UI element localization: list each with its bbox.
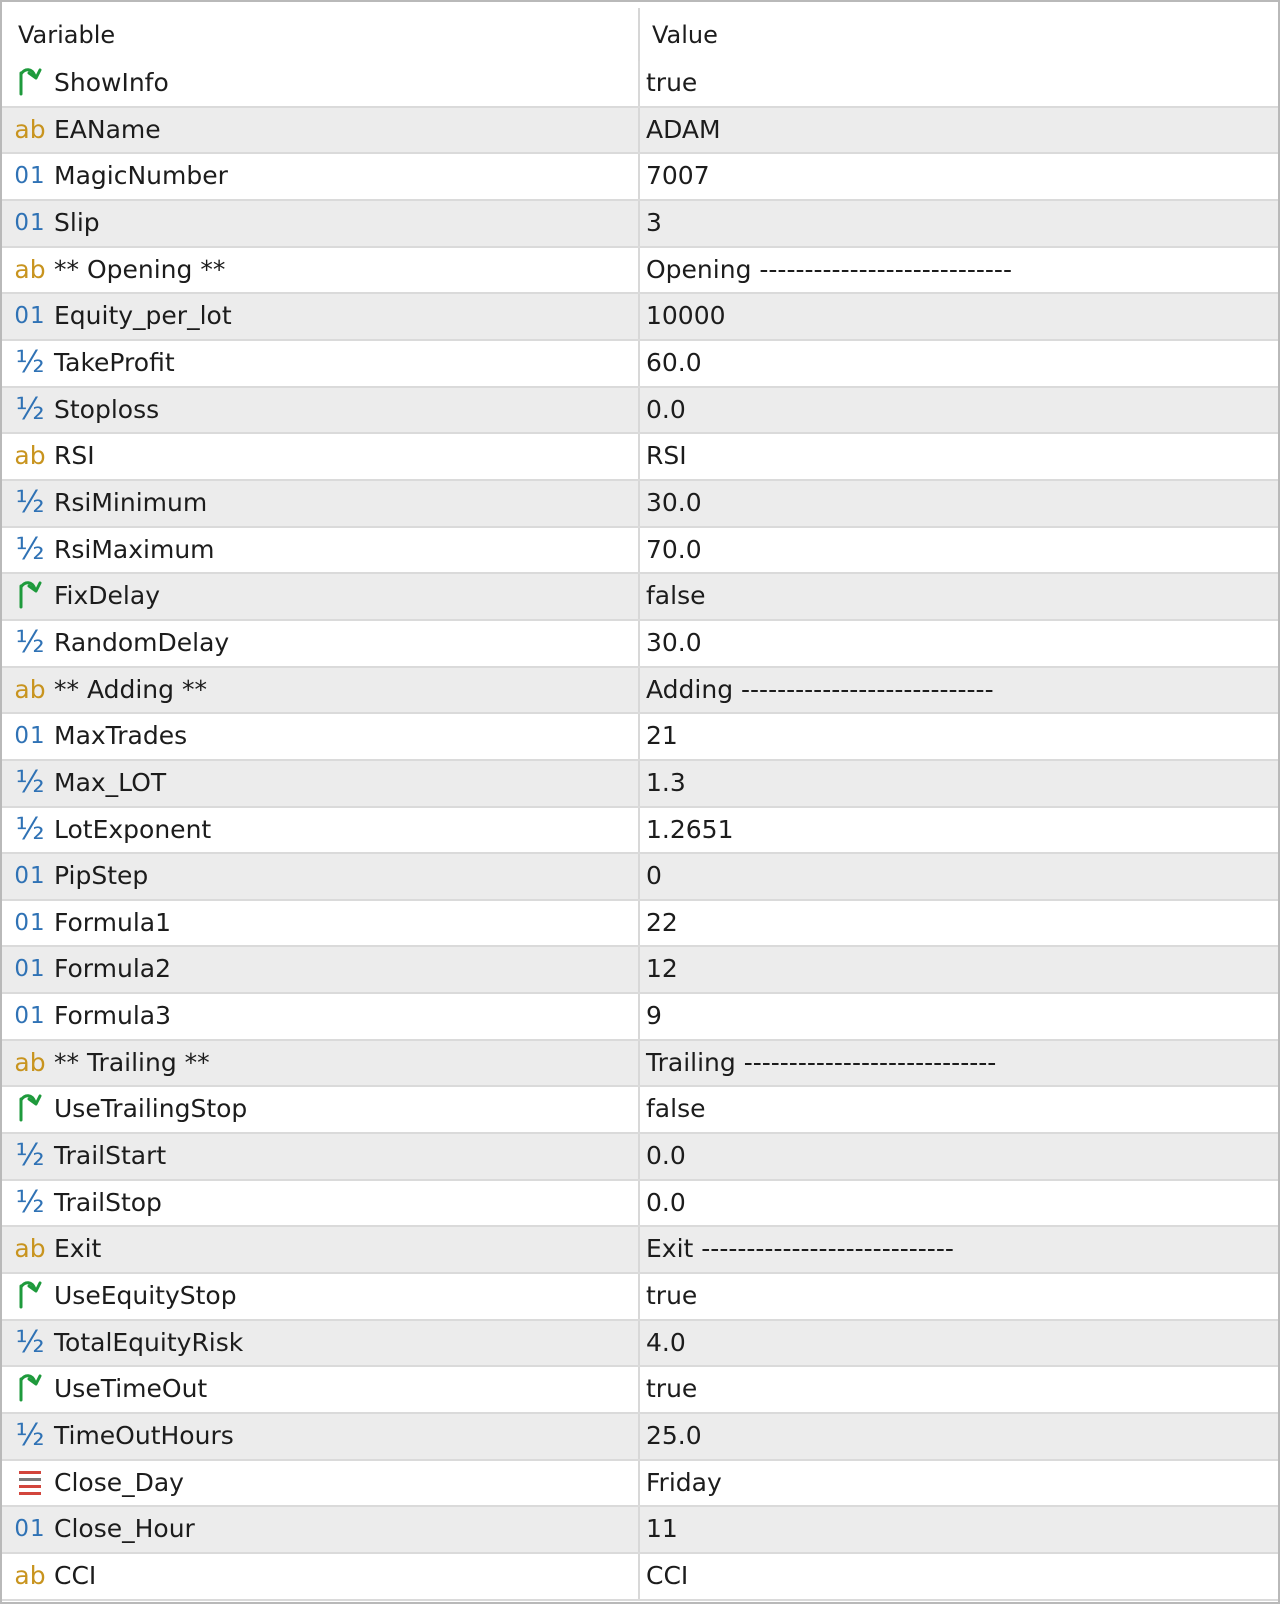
column-divider bbox=[638, 434, 640, 479]
variable-value[interactable]: Friday bbox=[646, 1467, 722, 1497]
variable-name: RsiMinimum bbox=[54, 487, 208, 517]
table-row[interactable] bbox=[2, 1414, 1278, 1461]
column-divider bbox=[638, 1367, 640, 1412]
table-row[interactable] bbox=[2, 1554, 1278, 1601]
column-divider bbox=[638, 1134, 640, 1179]
variable-cell[interactable] bbox=[2, 901, 638, 946]
variable-value[interactable]: 4.0 bbox=[646, 1327, 686, 1357]
column-divider bbox=[638, 154, 640, 199]
table-row[interactable] bbox=[2, 714, 1278, 761]
variable-value[interactable]: true bbox=[646, 1374, 698, 1404]
table-row[interactable] bbox=[2, 1507, 1278, 1554]
variable-cell[interactable] bbox=[2, 1461, 638, 1506]
variable-cell[interactable] bbox=[2, 1134, 638, 1179]
variable-name: TakeProfit bbox=[54, 347, 175, 377]
variable-cell[interactable] bbox=[2, 1554, 638, 1599]
column-divider bbox=[638, 341, 640, 386]
integer-01-icon: 01 bbox=[14, 1003, 46, 1030]
variable-name: Equity_per_lot bbox=[54, 301, 232, 331]
variable-name: CCI bbox=[54, 1561, 97, 1590]
variable-value[interactable]: 0.0 bbox=[646, 394, 686, 424]
column-divider bbox=[638, 481, 640, 526]
table-row[interactable] bbox=[2, 574, 1278, 621]
variable-value[interactable]: 30.0 bbox=[646, 627, 702, 657]
bool-arrow-icon bbox=[12, 1371, 48, 1407]
variable-cell[interactable] bbox=[2, 1274, 638, 1319]
variable-name: ** Adding ** bbox=[54, 674, 207, 704]
table-row[interactable] bbox=[2, 1461, 1278, 1508]
column-divider bbox=[638, 1461, 640, 1506]
column-divider bbox=[638, 714, 640, 759]
table-row[interactable] bbox=[2, 808, 1278, 855]
variable-cell[interactable] bbox=[2, 994, 638, 1039]
variable-cell[interactable] bbox=[2, 481, 638, 526]
string-ab-icon: ab bbox=[14, 1561, 46, 1590]
double-half-icon: ½ bbox=[15, 531, 45, 567]
variable-value[interactable]: true bbox=[646, 68, 698, 97]
variable-name: UseTimeOut bbox=[54, 1374, 208, 1404]
variable-cell[interactable] bbox=[2, 854, 638, 899]
column-divider[interactable] bbox=[638, 8, 640, 61]
variable-cell[interactable] bbox=[2, 947, 638, 992]
column-divider bbox=[638, 1507, 640, 1552]
variable-cell[interactable] bbox=[2, 808, 638, 853]
column-header-value[interactable]: Value bbox=[652, 21, 718, 49]
variable-value[interactable]: 12 bbox=[646, 954, 678, 984]
table-row[interactable] bbox=[2, 248, 1278, 295]
column-divider bbox=[638, 574, 640, 619]
variable-cell[interactable] bbox=[2, 621, 638, 666]
column-divider bbox=[638, 761, 640, 806]
variable-name: PipStep bbox=[54, 861, 149, 891]
column-divider bbox=[638, 994, 640, 1039]
table-row[interactable] bbox=[2, 1367, 1278, 1414]
variable-name: RSI bbox=[54, 441, 95, 471]
variable-cell[interactable] bbox=[2, 341, 638, 386]
variable-cell[interactable] bbox=[2, 154, 638, 199]
table-row[interactable] bbox=[2, 1274, 1278, 1321]
double-half-icon: ½ bbox=[15, 1138, 45, 1174]
table-row[interactable] bbox=[2, 1181, 1278, 1228]
table-row[interactable] bbox=[2, 108, 1278, 155]
table-header bbox=[2, 2, 1278, 61]
table-row[interactable] bbox=[2, 528, 1278, 575]
double-half-icon: ½ bbox=[15, 811, 45, 847]
column-divider bbox=[638, 108, 640, 153]
double-half-icon: ½ bbox=[15, 1418, 45, 1454]
variable-cell[interactable] bbox=[2, 1507, 638, 1552]
table-row[interactable] bbox=[2, 434, 1278, 481]
variable-name: UseEquityStop bbox=[54, 1281, 237, 1311]
variable-cell[interactable] bbox=[2, 1041, 638, 1086]
table-row[interactable] bbox=[2, 668, 1278, 715]
double-half-icon: ½ bbox=[15, 391, 45, 427]
string-ab-icon: ab bbox=[14, 114, 46, 144]
variable-name: RsiMaximum bbox=[54, 534, 215, 564]
bool-arrow-icon bbox=[12, 578, 48, 614]
column-divider bbox=[638, 1181, 640, 1226]
integer-01-icon: 01 bbox=[14, 909, 46, 936]
table-row[interactable] bbox=[2, 1041, 1278, 1088]
table-row[interactable] bbox=[2, 947, 1278, 994]
variable-cell[interactable] bbox=[2, 668, 638, 713]
string-ab-icon: ab bbox=[14, 1234, 46, 1264]
variable-name: TrailStop bbox=[54, 1187, 162, 1217]
integer-01-icon: 01 bbox=[14, 1516, 46, 1543]
table-row[interactable] bbox=[2, 201, 1278, 248]
variable-cell[interactable] bbox=[2, 714, 638, 759]
integer-01-icon: 01 bbox=[14, 956, 46, 983]
table-row[interactable] bbox=[2, 341, 1278, 388]
variable-name: Close_Hour bbox=[54, 1514, 195, 1544]
variable-value[interactable]: Trailing ---------------------------- bbox=[646, 1047, 997, 1077]
column-divider bbox=[638, 854, 640, 899]
column-divider bbox=[638, 248, 640, 293]
variable-cell[interactable] bbox=[2, 1321, 638, 1366]
variable-name: TrailStart bbox=[54, 1141, 167, 1171]
table-row[interactable] bbox=[2, 154, 1278, 201]
bool-arrow-icon bbox=[12, 1278, 48, 1314]
variable-cell[interactable] bbox=[2, 1414, 638, 1459]
column-divider bbox=[638, 61, 640, 106]
variable-value[interactable]: RSI bbox=[646, 441, 687, 471]
variable-cell[interactable] bbox=[2, 201, 638, 246]
variable-cell[interactable] bbox=[2, 108, 638, 153]
variable-name: TotalEquityRisk bbox=[54, 1327, 244, 1357]
variable-cell[interactable] bbox=[2, 761, 638, 806]
variable-cell[interactable] bbox=[2, 1227, 638, 1272]
variable-value[interactable]: 25.0 bbox=[646, 1421, 702, 1451]
table-row[interactable] bbox=[2, 1321, 1278, 1368]
variable-name: FixDelay bbox=[54, 581, 160, 611]
column-divider bbox=[638, 1087, 640, 1132]
table-row[interactable] bbox=[2, 1227, 1278, 1274]
double-half-icon: ½ bbox=[15, 484, 45, 520]
variable-cell[interactable] bbox=[2, 388, 638, 433]
column-divider bbox=[638, 1554, 640, 1599]
variable-value[interactable]: 11 bbox=[646, 1514, 678, 1544]
variable-cell[interactable] bbox=[2, 294, 638, 339]
variable-value[interactable]: false bbox=[646, 581, 706, 611]
column-divider bbox=[638, 528, 640, 573]
variable-value[interactable]: 0.0 bbox=[646, 1141, 686, 1171]
column-divider bbox=[638, 947, 640, 992]
string-ab-icon: ab bbox=[14, 254, 46, 284]
variable-cell[interactable] bbox=[2, 528, 638, 573]
integer-01-icon: 01 bbox=[14, 303, 46, 330]
integer-01-icon: 01 bbox=[14, 163, 46, 190]
variable-value[interactable]: 1.2651 bbox=[646, 814, 734, 844]
table-row[interactable] bbox=[2, 761, 1278, 808]
variable-value[interactable]: CCI bbox=[646, 1561, 689, 1590]
variable-value[interactable]: 3 bbox=[646, 207, 662, 237]
column-divider bbox=[638, 201, 640, 246]
column-divider bbox=[638, 388, 640, 433]
integer-01-icon: 01 bbox=[14, 723, 46, 750]
variable-cell[interactable] bbox=[2, 574, 638, 619]
bool-arrow-icon bbox=[12, 1091, 48, 1127]
string-ab-icon: ab bbox=[14, 441, 46, 471]
double-half-icon: ½ bbox=[15, 344, 45, 380]
variable-value[interactable]: false bbox=[646, 1094, 706, 1124]
table-row[interactable] bbox=[2, 621, 1278, 668]
table-row[interactable] bbox=[2, 1087, 1278, 1134]
variable-name: UseTrailingStop bbox=[54, 1094, 248, 1124]
variable-cell[interactable] bbox=[2, 248, 638, 293]
column-divider bbox=[638, 621, 640, 666]
table-row[interactable] bbox=[2, 901, 1278, 948]
column-divider bbox=[638, 668, 640, 713]
variable-value[interactable]: ADAM bbox=[646, 114, 721, 144]
variable-cell[interactable] bbox=[2, 1087, 638, 1132]
variable-name: Formula1 bbox=[54, 907, 171, 937]
variable-name: MagicNumber bbox=[54, 161, 228, 191]
variable-value[interactable]: 21 bbox=[646, 721, 678, 751]
table-row[interactable] bbox=[2, 294, 1278, 341]
bool-arrow-icon bbox=[12, 65, 48, 101]
integer-01-icon: 01 bbox=[14, 209, 46, 236]
variable-value[interactable]: 60.0 bbox=[646, 347, 702, 377]
table-row[interactable] bbox=[2, 854, 1278, 901]
variable-value[interactable]: Exit ---------------------------- bbox=[646, 1234, 954, 1264]
variable-name: Close_Day bbox=[54, 1467, 184, 1497]
variable-name: ShowInfo bbox=[54, 68, 169, 97]
table-row[interactable] bbox=[2, 481, 1278, 528]
variable-name: Formula3 bbox=[54, 1001, 171, 1031]
column-divider bbox=[638, 1321, 640, 1366]
variable-name: Stoploss bbox=[54, 394, 160, 424]
variable-cell[interactable] bbox=[2, 1367, 638, 1412]
variable-name: EAName bbox=[54, 114, 161, 144]
variable-value[interactable]: 1.3 bbox=[646, 767, 686, 797]
variable-value[interactable]: 9 bbox=[646, 1001, 662, 1031]
variable-value[interactable]: 0.0 bbox=[646, 1187, 686, 1217]
variable-cell[interactable] bbox=[2, 1181, 638, 1226]
variable-name: ** Trailing ** bbox=[54, 1047, 210, 1077]
variable-value[interactable]: 7007 bbox=[646, 161, 710, 191]
column-divider bbox=[638, 901, 640, 946]
variable-cell[interactable] bbox=[2, 61, 638, 106]
variable-name: LotExponent bbox=[54, 814, 212, 844]
double-half-icon: ½ bbox=[15, 764, 45, 800]
double-half-icon: ½ bbox=[15, 1184, 45, 1220]
table-row[interactable] bbox=[2, 61, 1278, 108]
variable-value[interactable]: 10000 bbox=[646, 301, 726, 331]
variable-name: Exit bbox=[54, 1234, 102, 1264]
variable-name: Max_LOT bbox=[54, 767, 167, 797]
column-divider bbox=[638, 1414, 640, 1459]
string-ab-icon: ab bbox=[14, 674, 46, 704]
variable-value[interactable]: 70.0 bbox=[646, 534, 702, 564]
variable-value[interactable]: 22 bbox=[646, 907, 678, 937]
variable-name: RandomDelay bbox=[54, 627, 230, 657]
table-row[interactable] bbox=[2, 388, 1278, 435]
table-row[interactable] bbox=[2, 994, 1278, 1041]
column-divider bbox=[638, 1274, 640, 1319]
variable-value[interactable]: Adding ---------------------------- bbox=[646, 674, 994, 704]
integer-01-icon: 01 bbox=[14, 863, 46, 890]
variable-value[interactable]: Opening ---------------------------- bbox=[646, 254, 1012, 284]
variable-name: MaxTrades bbox=[54, 721, 188, 751]
enum-list-icon bbox=[12, 1465, 48, 1501]
double-half-icon: ½ bbox=[15, 624, 45, 660]
column-divider bbox=[638, 808, 640, 853]
column-divider bbox=[638, 1041, 640, 1086]
variable-name: Slip bbox=[54, 207, 100, 237]
string-ab-icon: ab bbox=[14, 1047, 46, 1077]
variable-name: Formula2 bbox=[54, 954, 171, 984]
table-row[interactable] bbox=[2, 1134, 1278, 1181]
column-divider bbox=[638, 1227, 640, 1272]
double-half-icon: ½ bbox=[15, 1324, 45, 1360]
column-header-variable[interactable]: Variable bbox=[18, 21, 116, 49]
variable-name: ** Opening ** bbox=[54, 254, 226, 284]
variable-value[interactable]: true bbox=[646, 1281, 698, 1311]
column-divider bbox=[638, 294, 640, 339]
variable-value[interactable]: 30.0 bbox=[646, 487, 702, 517]
variable-name: TimeOutHours bbox=[54, 1421, 234, 1451]
table-body bbox=[2, 61, 1278, 1601]
variable-cell[interactable] bbox=[2, 434, 638, 479]
variable-value[interactable]: 0 bbox=[646, 861, 662, 891]
